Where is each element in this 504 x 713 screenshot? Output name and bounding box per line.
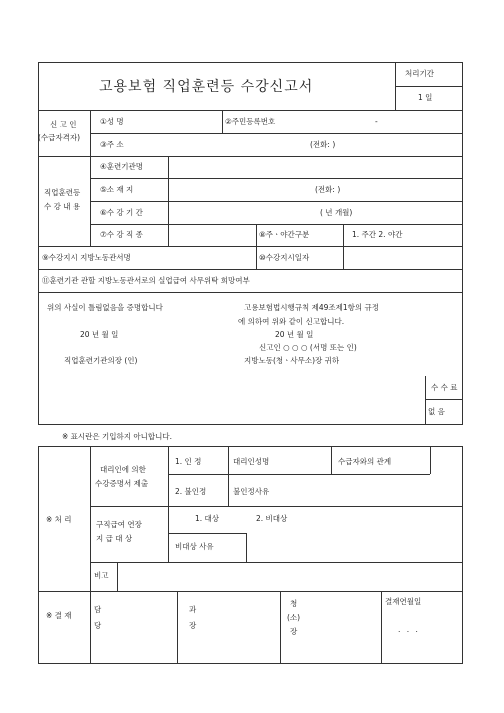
processing-period-label: 처리기간 [405, 69, 434, 78]
option-recognized[interactable]: 1. 인 정 [175, 457, 202, 466]
declaration-signer[interactable]: 신고인 ○ ○ ○ (서명 또는 인) [259, 343, 357, 352]
non-target-reason-label[interactable]: 비대상 사유 [175, 542, 214, 551]
divider [38, 246, 463, 247]
declaration-date[interactable]: 20 년 월 일 [275, 330, 314, 339]
staff-label-line1: 담 [94, 605, 102, 614]
divider [38, 110, 463, 111]
proxy-label-line1: 대리인에 의한 [100, 465, 146, 474]
training-section-sublabel: 수 강 내 용 [44, 202, 81, 211]
fee-value: 없 음 [428, 407, 445, 416]
delegation-label[interactable]: ⑪훈련기관 관할 지방노동관서로의 실업급여 사무위탁 희망여부 [42, 276, 250, 285]
option-target[interactable]: 1. 대상 [195, 514, 220, 523]
training-section-label: 직업훈련등 [44, 188, 81, 197]
form-title: 고용보험 직업훈련등 수강신고서 [99, 79, 314, 95]
divider [90, 224, 463, 225]
approval-date-label: 결재연월일 [385, 597, 422, 606]
divider [168, 446, 169, 562]
resident-no-dash: - [375, 117, 378, 126]
day-night-options[interactable]: 1. 주간 2. 야간 [352, 230, 403, 239]
divider [38, 156, 463, 157]
period-label[interactable]: ⑥수 강 기 간 [100, 208, 143, 217]
course-type-label[interactable]: ⑦수 강 직 종 [100, 230, 143, 239]
address-label[interactable]: ③주 소 [100, 140, 124, 149]
day-night-label: ⑧주ㆍ야간구분 [259, 230, 310, 239]
job-seek-label-line2: 지 급 대 상 [96, 534, 133, 543]
divider [177, 591, 178, 663]
divider [90, 446, 91, 663]
relation-label[interactable]: 수급자와의 관계 [338, 457, 392, 466]
approval-date-value[interactable]: . . . [398, 625, 420, 634]
divider [343, 246, 344, 269]
divider [90, 201, 463, 202]
divider [246, 533, 247, 562]
form-top-border [38, 446, 463, 447]
divider [90, 133, 463, 134]
divider [395, 86, 463, 87]
certification-signer[interactable]: 직업훈련기관의장 (인) [64, 356, 138, 365]
section-chief-label-line1: 과 [189, 605, 197, 614]
divider [117, 562, 118, 591]
declaration-addressee: 지방노동(청ㆍ사무소)장 귀하 [244, 356, 340, 365]
form-bottom-border [38, 663, 463, 664]
divider [381, 591, 382, 663]
divider [343, 224, 344, 246]
declaration-statement-line2: 에 의하여 위와 같이 신고합니다. [238, 317, 345, 326]
form-top-border [38, 62, 463, 63]
applicant-section-sublabel: (수급자격자) [38, 133, 81, 142]
staff-label-line2: 당 [94, 621, 102, 630]
processing-period-value: 1 일 [418, 93, 433, 102]
name-label[interactable]: ①성 명 [100, 117, 124, 126]
applicant-section-label: 신 고 인 [50, 120, 77, 129]
divider [228, 446, 229, 506]
divider [331, 446, 332, 474]
divider [168, 474, 430, 475]
divider [280, 591, 281, 663]
notice-text: ※ 표시란은 기입하지 아니합니다. [62, 432, 173, 441]
divider [38, 292, 463, 293]
divider [38, 591, 463, 592]
option-not-recognized[interactable]: 2. 불인정 [175, 487, 207, 496]
job-seek-label-line1: 구직급여 연장 [96, 520, 142, 529]
approval-section-label: ※ 결 재 [46, 611, 72, 620]
address-phone[interactable]: (전화: ) [310, 140, 336, 149]
head-label-line3: 장 [290, 627, 298, 636]
proxy-label-line2: 수강증명서 제출 [95, 479, 149, 488]
processing-section-label: ※ 처 리 [46, 515, 72, 524]
divider [90, 506, 463, 507]
divider [168, 156, 169, 246]
divider [90, 178, 463, 179]
divider [425, 399, 463, 400]
not-recognized-reason-label[interactable]: 불인정사유 [233, 487, 270, 496]
divider [222, 110, 223, 133]
form-left-border [38, 62, 39, 425]
certification-date[interactable]: 20 년 월 일 [80, 330, 119, 339]
certification-statement: 위의 사실이 틀림없음을 증명합니다 [47, 303, 163, 312]
form-right-border [462, 62, 463, 425]
location-phone[interactable]: (전화: ) [315, 185, 341, 194]
labor-office-label[interactable]: ⑨수강지시 지방노동관서명 [42, 253, 131, 262]
divider [38, 269, 463, 270]
divider [425, 376, 426, 424]
period-value[interactable]: ( 년 개월) [320, 208, 353, 217]
location-label[interactable]: ⑤소 재 지 [100, 185, 134, 194]
instruction-date-label[interactable]: ⑩수강지시일자 [259, 253, 310, 262]
option-non-target[interactable]: 2. 비대상 [256, 514, 288, 523]
form-right-border [462, 446, 463, 664]
fee-label: 수 수 료 [431, 383, 458, 392]
head-label-line2: (소) [287, 613, 301, 622]
section-chief-label-line2: 장 [189, 621, 197, 630]
proxy-name-label[interactable]: 대리인성명 [233, 457, 270, 466]
remarks-label[interactable]: 비고 [94, 571, 109, 580]
divider [168, 533, 246, 534]
head-label-line1: 청 [290, 599, 298, 608]
form-left-border [38, 446, 39, 664]
form-bottom-border [38, 424, 463, 425]
resident-no-label[interactable]: ②주민등록번호 [225, 117, 276, 126]
divider [430, 446, 431, 474]
divider [90, 562, 463, 563]
declaration-statement-line1: 고용보험법시행규칙 제49조제1항의 규정 [244, 303, 380, 312]
institution-name-label[interactable]: ④훈련기관명 [100, 162, 143, 171]
